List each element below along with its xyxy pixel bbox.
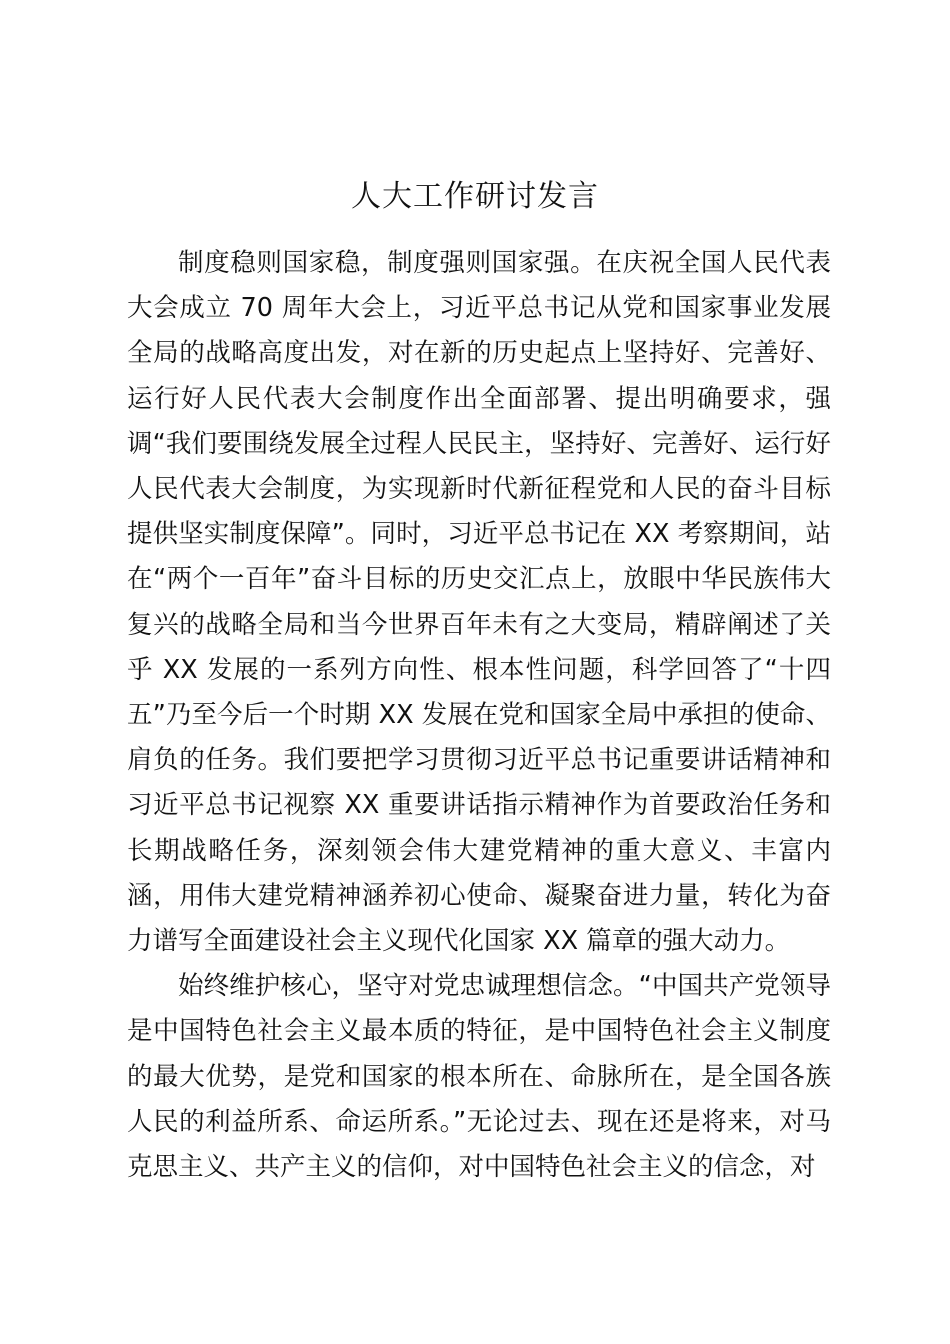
document-body <box>127 241 831 1190</box>
document-title: 人大工作研讨发言 <box>351 179 599 214</box>
paragraph-1: 制度稳则国家稳，制度强则国家强。在庆祝全国人民代表大会成立 70 周年大会上，习近平总书记从党和国家事业发展全局的战略高度出发，对在新的历史起点上坚持好、完善好、运行好人民代表大会制度作出全面部署、提出明确要求，强调“我们要围绕发展全过程人民民主，坚持好、完善好、运行好人民代表大会制度，为实现新时代新征程党和人民的奋斗目标提供坚实制度保障”。同时，习近平总书记在 XX 考察期间，站在“两个一百年”奋斗目标的历史交汇点上，放眼中华民族伟大复兴的战略全局和当今世界百年未有之大变局，精辟阐述了关乎 XX 发展的一系列方向性、根本性问题，科学回答了“十四五”乃至今后一个时期 XX 发展在党和国家全局中承担的使命、肩负的任务。我们要把学习贯彻习近平总书记重要讲话精神和习近平总书记视察 XX 重要讲话指示精神作为首要政治任务和长期战略任务，深刻领会伟大建党精神的重大意义、丰富内涵，用伟大建党精神涵养初心使命、凝聚奋进力量，转化为奋力谱写全面建设社会主义现代化国家 XX 篇章的强大动力。 <box>127 248 831 957</box>
paragraph-2: 始终维护核心，坚守对党忠诚理想信念。“中国共产党领导是中国特色社会主义最本质的特征，是中国特色社会主义制度的最大优势，是党和国家的根本所在、命脉所在，是全国各族人民的利益所系、命运所系。”无论过去、现在还是将来，对马克思主义、共产主义的信仰，对中国特色社会主义的信念，对 <box>127 971 831 1183</box>
